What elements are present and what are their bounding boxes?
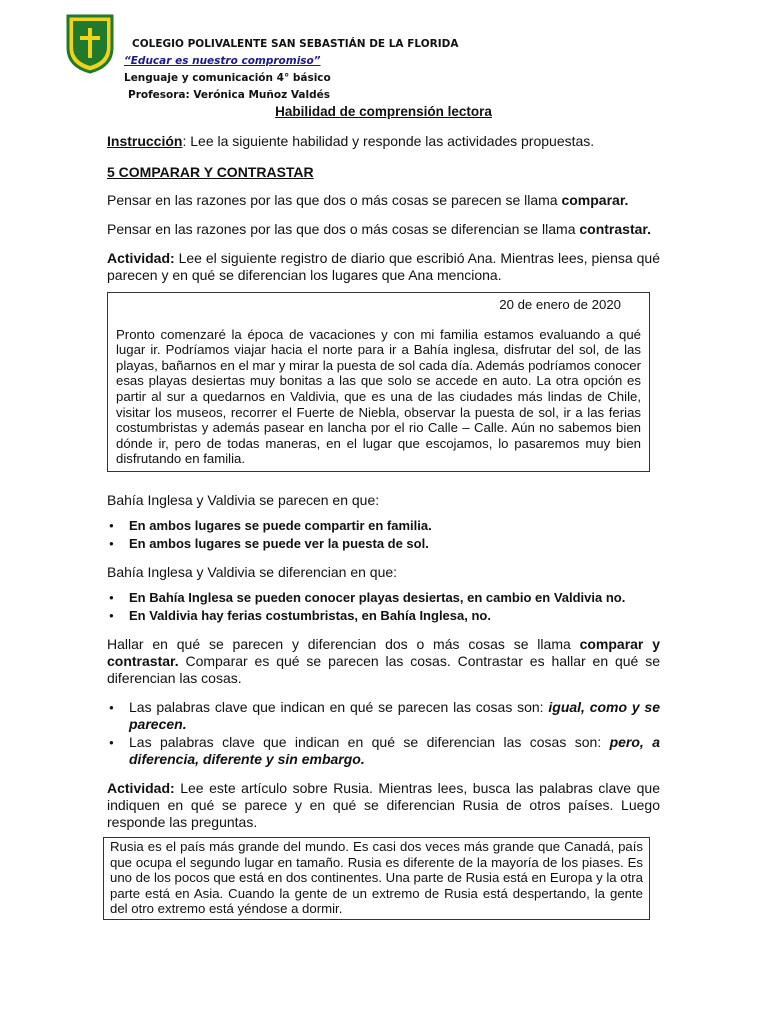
list-item: ● En ambos lugares se puede compartir en familia. — [129, 517, 660, 534]
page-title: Habilidad de comprensión lectora — [275, 104, 492, 119]
list-item — [129, 734, 660, 768]
different-intro: Bahía Inglesa y Valdivia se diferencian en que: — [107, 563, 398, 580]
school-logo — [64, 14, 116, 74]
keywords-different-words: pero, a diferencia, diferente y sin embargo. — [129, 733, 661, 767]
list-item: ● En Valdivia hay ferias costumbristas, en Bahía Inglesa, no. — [129, 607, 660, 624]
activity-2-text: Lee este artículo sobre Rusia. Mientras lees, busca las palabras clave que indiquen en qué se parece y en qué se diferencian Rusia de otros países. Luego responde las preguntas. — [107, 779, 660, 830]
instruction-label: Instrucción — [107, 133, 183, 149]
compare-term: comparar. — [561, 192, 629, 208]
activity-2-label: Actividad: — [107, 779, 175, 796]
school-motto: “Educar es nuestro compromiso” — [124, 55, 321, 67]
activity-1-label: Actividad: — [107, 250, 175, 266]
list-item: ● En Bahía Inglesa se pueden conocer playas desiertas, en cambio en Valdivia no. — [129, 589, 660, 606]
keywords-similar-text: Las palabras clave que indican en qué se parecen las cosas son: — [129, 698, 549, 715]
teacher-name: Profesora: Verónica Muñoz Valdés — [128, 89, 330, 101]
section-title: 5 COMPARAR Y CONTRASTAR — [107, 164, 314, 180]
list-item: ● En ambos lugares se puede ver la puesta de sol. — [129, 535, 660, 552]
instruction-paragraph — [107, 133, 660, 150]
diary-date: 20 de enero de 2020 — [499, 297, 621, 312]
document-header — [64, 14, 704, 101]
summary-bold: comparar y contrastar. — [107, 635, 660, 669]
document-body — [107, 100, 660, 920]
similar-intro: Bahía Inglesa y Valdivia se parecen en que: — [107, 491, 380, 508]
contrast-definition-text: Pensar en las razones por las que dos o más cosas se diferencian se llama — [107, 221, 576, 237]
activity-2 — [107, 780, 660, 831]
contrast-definition — [107, 221, 660, 238]
list-item — [129, 699, 660, 733]
keywords-list — [107, 699, 660, 768]
summary-paragraph — [107, 636, 660, 687]
similar-list — [107, 517, 660, 552]
compare-definition-text: Pensar en las razones por las que dos o más cosas se parecen se llama — [107, 192, 558, 208]
summary-text-2: Comparar es qué se parecen las cosas. Contrastar es hallar en qué se diferencian las cosas. — [107, 652, 660, 686]
summary-text-1: Hallar en qué se parecen y diferencian dos o más cosas se llama — [107, 635, 580, 652]
different-list — [107, 589, 660, 624]
keywords-different-text: Las palabras clave que indican en qué se diferencian las cosas son: — [129, 733, 610, 750]
contrast-term: contrastar. — [579, 221, 651, 237]
activity-1-text: Lee el siguiente registro de diario que escribió Ana. Mientras lees, piensa qué parecen y en qué se diferencian los lugares que Ana menciona. — [107, 250, 660, 283]
school-name: COLEGIO POLIVALENTE SAN SEBASTIÁN DE LA FLORIDA — [132, 38, 459, 50]
diary-text: Pronto comenzaré la época de vacaciones y con mi familia estamos evaluando a qué lugar ir. Podríamos viajar hacia el norte para ir a Bahía inglesa, disfrutar del sol, de las playas, bañarnos en el mar y mirar la puesta de sol cada día. Además podríamos conocer esas playas desiertas muy bonitas a las que solo se accede en auto. La otra opción es partir al sur a quedarnos en Valdivia, que es una de las ciudades más lindas de Chile, visitar los museos, recorrer el Fuerte de Niebla, observar la puesta de sol, ir a las ferias costumbristas y además pasear en lancha por el rio Calle – Calle. Aún no sabemos bien dónde ir, pero de todas maneras, en el lugar que escojamos, lo pasaremos muy bien disfrutando en familia. — [116, 326, 641, 467]
activity-1 — [107, 250, 660, 284]
keywords-similar-words: igual, como y se parecen. — [129, 698, 660, 732]
header-text-block — [124, 36, 458, 104]
instruction-text: : Lee la siguiente habilidad y responde las actividades propuestas. — [182, 133, 595, 149]
compare-definition — [107, 192, 660, 209]
russia-text-box: Rusia es el país más grande del mundo. Es casi dos veces más grande que Canadá, país que ocupa el segundo lugar en tamaño. Rusia es diferente de la mayoría de los piases. Es uno de los pocos que está en dos continentes. Una parte de Rusia está en Europa y la otra parte está en Asia. Cuando la gente de un extremo de Rusia está despertando, la gente del otro extremo está yéndose a dormir. — [103, 837, 650, 920]
diary-box — [107, 292, 650, 472]
course-name: Lenguaje y comunicación 4° básico — [124, 72, 331, 84]
